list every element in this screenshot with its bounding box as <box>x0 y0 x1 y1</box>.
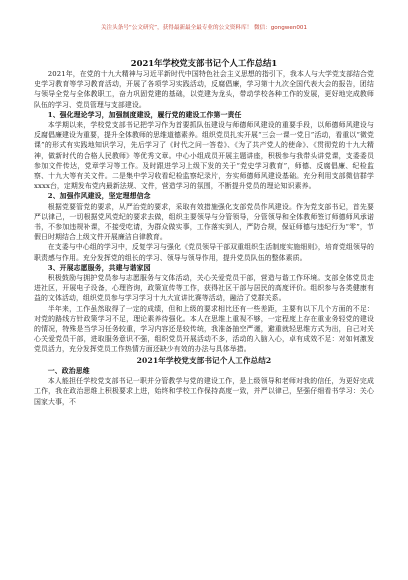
document-title: 2021年学校党支部书记个人工作总结1 <box>130 58 278 68</box>
section-heading-2: 2、加强作风建设，坚定理想信念 <box>47 192 151 201</box>
section-2-paragraph-1: 根据党要管党的要求，从严治党的要求，采取有效措施强化支部党员作风建设。作为党支部书记，首先要严以律己，一切根据党风党纪的要求去做，组织主要领导与分管领导，分管领导和全体教师签订师德师风承诺书，不参加违规补课，不接受吃请，为群众做实事，工作落实到人，严防合规，保证师德与违纪行为“零”，节假日时期结合上级文件开展廉洁自律教育。 <box>34 202 374 242</box>
section-heading-3: 3、开展志愿服务，共建与谐家园 <box>47 263 151 272</box>
promo-banner: 关注头条号“公文研究”，获得最新最全最专业的公文资料库！ 微信：gongwen001 <box>100 25 308 31</box>
section-1-paragraph: 本学期以来，学校党支部书记把学习作为首要抓队伍建设与师德师风建设的重要手段，以师德师风建设与反腐倡廉建设为重要，提升全体教师的思维道德素养。组织党员扎实开展“三会一课一党日”活动，看重以“微党课”的形式有实践地知识学习，先后学习了《时代之问一答卷》、《为了共产党人的使命》、《贯彻党的十九大精神，做新时代的合格人民教师》等优秀文章。中心小组成员开展主题讲座，积极参与我带头讲党课，支委委员参加文件传达，党章学习等工作。及时跟进学习上级下发的关于“党史学习教育”，师德、反腐倡廉、纪检监察、十九大等有关文件。二是集中学习收看纪检监察纪录片，夯实师德师风建设基础。充分利用支部微信群学xxxx台，定期发布党内最新法规、文件，营造学习的氛围，不断提升党员的理论知识素养。 <box>34 121 374 191</box>
part2-heading-1: 一、政治思维 <box>47 366 90 375</box>
intro-paragraph: 2021年，在党的十九大精神与习近平新时代中国特色社会主义思想的指引下，我本人与大学党支部结合党史学习教育等学习教育活动，开展了各项学习实践活动，反腐倡廉，学习第十九次全国代表大会的报告，团结与领导全党与全体教职工，奋力巩固党建的基础，以党建为龙头，带动学校各种工作的发展，更好地完成教师队伍的学习、党员管理与支部建设。 <box>34 70 374 109</box>
section-3-paragraph: 积极鼓励与拥护党员参与志愿服务与文体活动，关心关爱党员干部，营造与谐工作环境。支部全体党员走进社区，开展电子设备，心理咨询，政策宣传等工作，获得社区干部与居民的高度评价。组织参与各类健康有益的文体活动，组织党员参与学习学习十九大宣讲比赛等活动，融洽了党群关系。 <box>34 274 374 303</box>
section-heading-1: 1、强化理论学习，加强制度建设，履行党的建设工作第一责任 <box>47 110 242 119</box>
summary-paragraph: 半年来，工作虽然取得了一定的成绩，但和上级的要求相比还有一些差距，主要有以下几个方面的不足：对党的路线方针政策学习不足，理论素养待强化。本人在思维上重视不够，一定程度上存在重业务轻党的建设的情况，特殊是当学习任务较重，学习内容还是较传统，我准备抽空严谨，避重就轻思维方式为出，自己对关心关爱党员干部，进取服务意识不强，组织党员开展活动不多，活动的入脑入心，卓有成效不足：对如何激发党员活力，充分发挥党员工作热情方面还缺少有效的办法与具体举措。 <box>34 304 374 354</box>
section-2-paragraph-2: 在支委与中心组的学习中，反复学习与强化《党员领导干部双重组织生活制度实施细则》，培育党组领导的职责感与作用。充分发挥党的组长的学习、领导与领导作用，提升党员队伍的整体素质。 <box>34 243 374 262</box>
document-body <box>34 69 374 407</box>
part2-paragraph-1: 本人能担任学校党支部书记一职并分管教学与党的建设工作，是上级领导和老师对我的信任，为更好完成工作，我在政治思维上积极要求上进，始终和学校工作保持高度一致，并严以律己，坚强仔细看书学习：关心国家大事，不 <box>34 377 374 406</box>
document-title-2: 2021年学校党支部书记个人工作总结2 <box>136 355 272 365</box>
